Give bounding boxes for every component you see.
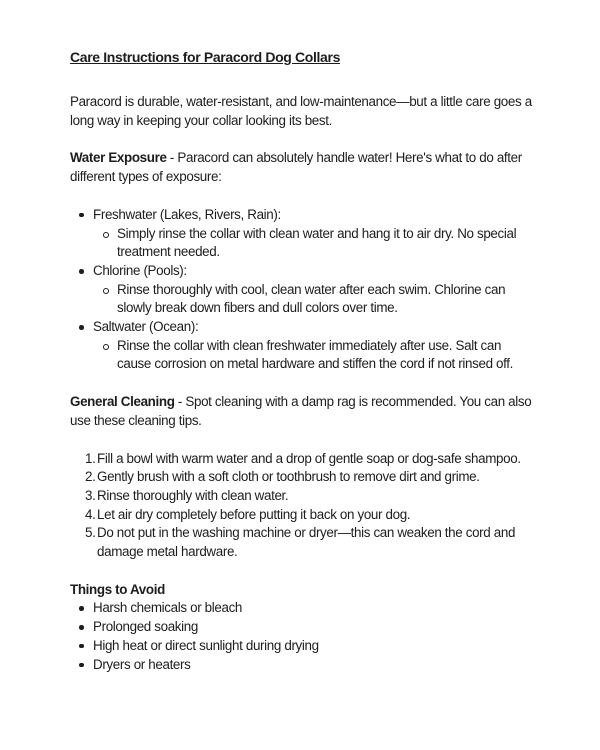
- bullet-item: [70, 656, 538, 675]
- general-cleaning-paragraph: [70, 393, 538, 430]
- bullet-item-label: Saltwater (Ocean):: [93, 319, 199, 335]
- bullet-item-label: Freshwater (Lakes, Rivers, Rain):: [93, 206, 281, 222]
- things-to-avoid-list: [70, 599, 538, 674]
- water-exposure-heading: Water Exposure: [70, 150, 167, 166]
- general-cleaning-heading: General Cleaning: [70, 394, 175, 410]
- bullet-item: [70, 262, 538, 281]
- bullet-item-text: Dryers or heaters: [93, 656, 191, 672]
- bullet-icon: [79, 637, 93, 649]
- bullet-icon: [79, 618, 93, 630]
- sub-bullet-item: [70, 337, 538, 374]
- sub-bullet-item: [70, 281, 538, 318]
- things-to-avoid-heading: Things to Avoid: [70, 581, 165, 597]
- water-exposure-paragraph: [70, 149, 538, 186]
- intro-paragraph: Paracord is durable, water-resistant, and low-maintenance—but a little care goes a long way in keeping your collar looking its best.: [70, 94, 532, 128]
- document-content: [70, 48, 538, 674]
- numbered-item-text: Rinse thoroughly with clean water.: [97, 487, 289, 503]
- bullet-icon: [79, 599, 93, 611]
- sub-bullet-item-text: Simply rinse the collar with clean water and hang it to air dry. No special treatment needed.: [117, 225, 517, 260]
- numbered-item: [70, 487, 538, 506]
- numbered-item: [70, 524, 538, 561]
- sub-bullet-icon: [103, 225, 117, 238]
- document-title: Care Instructions for Paracord Dog Collars: [70, 49, 341, 65]
- sub-bullet-icon: [103, 281, 117, 294]
- numbered-item-text: Do not put in the washing machine or dryer—this can weaken the cord and damage metal hardware.: [97, 525, 516, 560]
- bullet-item: [70, 206, 538, 225]
- numbered-item-text: Let air dry completely before putting it back on your dog.: [97, 506, 411, 522]
- bullet-item: [70, 599, 538, 618]
- bullet-item-text: Harsh chemicals or bleach: [93, 600, 243, 616]
- bullet-item: [70, 637, 538, 656]
- sub-bullet-item-text: Rinse thoroughly with cool, clean water after each swim. Chlorine can slowly break down fibers and dull colors over time.: [117, 281, 506, 316]
- bullet-icon: [79, 318, 93, 330]
- water-exposure-list: [70, 206, 538, 374]
- bullet-icon: [79, 262, 93, 274]
- numbered-item: [70, 506, 538, 525]
- numbered-item-text: Fill a bowl with warm water and a drop of gentle soap or dog-safe shampoo.: [97, 450, 521, 466]
- water-exposure-text: - Paracord can absolutely handle water! Here's what to do after different types of exposure:: [70, 150, 522, 185]
- sub-bullet-item-text: Rinse the collar with clean freshwater immediately after use. Salt can cause corrosion on metal hardware and stiffen the cord if not rinsed off.: [117, 337, 514, 372]
- bullet-item-label: Chlorine (Pools):: [93, 262, 187, 278]
- numbered-item-text: Gently brush with a soft cloth or toothbrush to remove dirt and grime.: [97, 469, 480, 485]
- bullet-item-text: High heat or direct sunlight during drying: [93, 637, 319, 653]
- general-cleaning-text: - Spot cleaning with a damp rag is recommended. You can also use these cleaning tips.: [70, 394, 532, 428]
- sub-bullet-icon: [103, 337, 117, 350]
- cleaning-steps-list: [70, 450, 538, 562]
- bullet-item: [70, 318, 538, 337]
- sub-bullet-item: [70, 225, 538, 262]
- numbered-item: [70, 468, 538, 487]
- bullet-icon: [79, 656, 93, 668]
- bullet-item: [70, 618, 538, 637]
- numbered-item: [70, 450, 538, 469]
- bullet-item-text: Prolonged soaking: [93, 619, 198, 635]
- bullet-icon: [79, 206, 93, 218]
